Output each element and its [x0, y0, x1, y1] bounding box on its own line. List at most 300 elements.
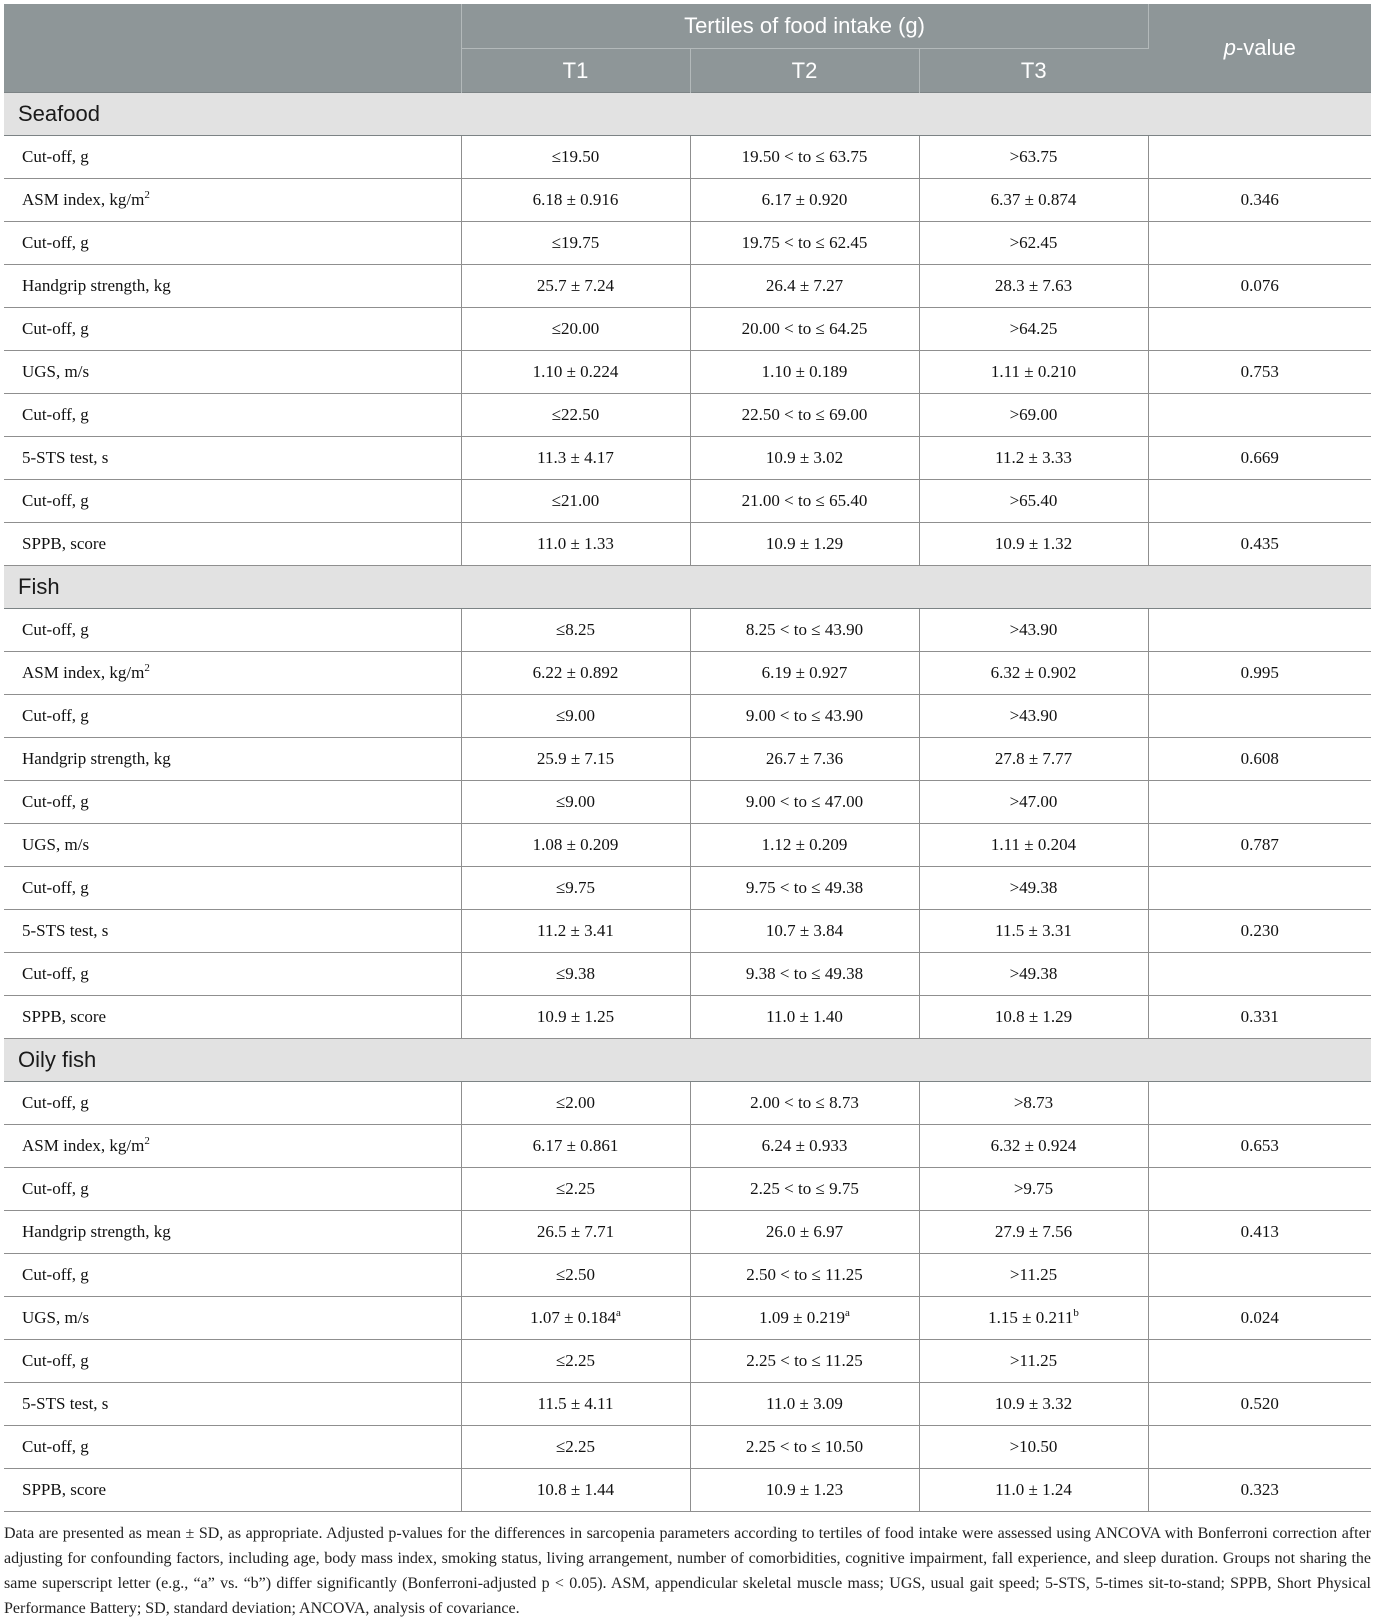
cell-t1-value: 25.9 ± 7.15 — [536, 749, 615, 768]
cell-t3 — [919, 1082, 1148, 1125]
table-container — [4, 4, 1371, 1621]
cell-t1-value: ≤9.75 — [555, 878, 596, 897]
cell-t1 — [461, 1168, 690, 1211]
cell-t3-value: 6.32 ± 0.924 — [990, 1136, 1077, 1155]
cell-t1 — [461, 652, 690, 695]
row-label — [4, 1254, 461, 1297]
table-row — [4, 695, 1371, 738]
cell-t2-value: 6.24 ± 0.933 — [761, 1136, 848, 1155]
cell-t2-value: 2.25 < to ≤ 11.25 — [746, 1351, 863, 1370]
cell-t2-value: 1.10 ± 0.189 — [761, 362, 848, 381]
row-label-text: Cut-off, g — [22, 405, 89, 424]
row-label — [4, 695, 461, 738]
table-row — [4, 824, 1371, 867]
row-label-text: Cut-off, g — [22, 964, 89, 983]
row-label — [4, 265, 461, 308]
cell-t1 — [461, 265, 690, 308]
row-label — [4, 824, 461, 867]
row-label — [4, 1340, 461, 1383]
table-row — [4, 437, 1371, 480]
cell-t1 — [461, 781, 690, 824]
table-row — [4, 480, 1371, 523]
cell-t1 — [461, 1383, 690, 1426]
cell-t1-value: 1.07 ± 0.184 — [530, 1308, 616, 1327]
cell-t2 — [690, 1426, 919, 1469]
cell-t3-value: 28.3 ± 7.63 — [994, 276, 1073, 295]
cell-t3 — [919, 609, 1148, 652]
cell-t2 — [690, 910, 919, 953]
row-label-text: Handgrip strength, kg — [22, 1222, 171, 1241]
cell-t2-value: 19.75 < to ≤ 62.45 — [741, 233, 868, 252]
cell-t1 — [461, 824, 690, 867]
cell-t3-value: >43.90 — [1009, 706, 1058, 725]
cell-t3 — [919, 136, 1148, 179]
cell-t1 — [461, 953, 690, 996]
cell-pvalue: 0.076 — [1148, 265, 1371, 308]
cell-t1 — [461, 1082, 690, 1125]
cell-t1-value: ≤8.25 — [555, 620, 596, 639]
cell-t2-value: 2.25 < to ≤ 10.50 — [745, 1437, 864, 1456]
row-label-superscript: 2 — [144, 662, 150, 674]
row-label-superscript: 2 — [144, 189, 150, 201]
cell-t1 — [461, 609, 690, 652]
row-label-text: Cut-off, g — [22, 1351, 89, 1370]
row-label-text: Cut-off, g — [22, 1437, 89, 1456]
cell-t3 — [919, 1168, 1148, 1211]
cell-t3 — [919, 695, 1148, 738]
table-row — [4, 738, 1371, 781]
table-row — [4, 953, 1371, 996]
cell-t3-value: >63.75 — [1009, 147, 1058, 166]
cell-t3 — [919, 1211, 1148, 1254]
cell-t1-value: 6.22 ± 0.892 — [532, 663, 619, 682]
cell-t2-value: 1.12 ± 0.209 — [761, 835, 848, 854]
cell-t2 — [690, 265, 919, 308]
table-row — [4, 1426, 1371, 1469]
cell-pvalue — [1148, 1082, 1371, 1125]
cell-t3-value: 6.37 ± 0.874 — [990, 190, 1077, 209]
cell-t3-value: 10.8 ± 1.29 — [994, 1007, 1073, 1026]
cell-t1-value: 11.0 ± 1.33 — [537, 534, 614, 553]
table-row — [4, 136, 1371, 179]
row-label-text: Cut-off, g — [22, 878, 89, 897]
cell-t2 — [690, 1168, 919, 1211]
row-label — [4, 1383, 461, 1426]
cell-t1 — [461, 1211, 690, 1254]
cell-pvalue: 0.520 — [1148, 1383, 1371, 1426]
cell-t2-value: 10.9 ± 1.23 — [765, 1480, 844, 1499]
cell-pvalue: 0.323 — [1148, 1469, 1371, 1512]
cell-t1 — [461, 136, 690, 179]
table-row — [4, 179, 1371, 222]
cell-pvalue — [1148, 1168, 1371, 1211]
cell-t2-value: 26.7 ± 7.36 — [765, 749, 844, 768]
cell-t2 — [690, 1383, 919, 1426]
cell-t3 — [919, 1340, 1148, 1383]
row-label — [4, 1125, 461, 1168]
cell-pvalue — [1148, 1426, 1371, 1469]
table-row — [4, 1254, 1371, 1297]
cell-t3-value: >8.73 — [1013, 1093, 1054, 1112]
table-row — [4, 996, 1371, 1039]
row-label — [4, 1469, 461, 1512]
cell-t3-value: 10.9 ± 3.32 — [994, 1394, 1073, 1413]
cell-pvalue — [1148, 222, 1371, 265]
cell-t1-value: ≤9.00 — [555, 792, 596, 811]
header-tertiles-group: Tertiles of food intake (g) — [461, 4, 1148, 49]
table-row — [4, 910, 1371, 953]
cell-t3-value: 1.11 ± 0.210 — [990, 362, 1077, 381]
cell-pvalue: 0.669 — [1148, 437, 1371, 480]
cell-t3 — [919, 523, 1148, 566]
row-label — [4, 351, 461, 394]
cell-pvalue: 0.435 — [1148, 523, 1371, 566]
row-label — [4, 738, 461, 781]
cell-t3-value: 11.5 ± 3.31 — [995, 921, 1072, 940]
cell-pvalue — [1148, 609, 1371, 652]
cell-t1-value: ≤21.00 — [551, 491, 600, 510]
table-row — [4, 308, 1371, 351]
cell-t2-value: 1.09 ± 0.219 — [759, 1308, 845, 1327]
cell-t3 — [919, 222, 1148, 265]
table-row — [4, 265, 1371, 308]
row-label-text: Cut-off, g — [22, 1265, 89, 1284]
header-pvalue — [1148, 4, 1371, 93]
cell-t2-value: 10.9 ± 1.29 — [765, 534, 844, 553]
cell-t1-superscript: a — [615, 1307, 621, 1319]
cell-t2 — [690, 1254, 919, 1297]
cell-t1 — [461, 179, 690, 222]
cell-t2 — [690, 996, 919, 1039]
cell-t3-value: >49.38 — [1009, 964, 1058, 983]
cell-t3-value: >62.45 — [1009, 233, 1058, 252]
row-label-superscript: 2 — [144, 1135, 150, 1147]
cell-t2 — [690, 609, 919, 652]
cell-t2-superscript: a — [844, 1307, 850, 1319]
cell-t3-value: 27.8 ± 7.77 — [994, 749, 1073, 768]
cell-t2-value: 22.50 < to ≤ 69.00 — [741, 405, 868, 424]
cell-t3 — [919, 910, 1148, 953]
cell-t2-value: 2.50 < to ≤ 11.25 — [746, 1265, 863, 1284]
cell-t1 — [461, 480, 690, 523]
row-label-text: Cut-off, g — [22, 620, 89, 639]
cell-t2-value: 11.0 ± 1.40 — [766, 1007, 843, 1026]
cell-t3-value: 11.2 ± 3.33 — [995, 448, 1072, 467]
section-title: Oily fish — [4, 1039, 1371, 1082]
row-label — [4, 1082, 461, 1125]
row-label — [4, 867, 461, 910]
cell-t3-value: 10.9 ± 1.32 — [994, 534, 1073, 553]
cell-t2-value: 21.00 < to ≤ 65.40 — [741, 491, 868, 510]
cell-t1-value: 25.7 ± 7.24 — [536, 276, 615, 295]
row-label — [4, 523, 461, 566]
cell-t3 — [919, 1125, 1148, 1168]
row-label-text: Handgrip strength, kg — [22, 276, 171, 295]
cell-pvalue — [1148, 308, 1371, 351]
row-label — [4, 1168, 461, 1211]
cell-pvalue: 0.787 — [1148, 824, 1371, 867]
cell-t2-value: 11.0 ± 3.09 — [766, 1394, 843, 1413]
row-label-text: UGS, m/s — [22, 362, 90, 381]
header-t3: T3 — [919, 49, 1148, 93]
cell-t3 — [919, 1297, 1148, 1340]
cell-t1-value: 1.08 ± 0.209 — [532, 835, 619, 854]
cell-pvalue: 0.413 — [1148, 1211, 1371, 1254]
cell-pvalue: 0.653 — [1148, 1125, 1371, 1168]
cell-t2 — [690, 523, 919, 566]
cell-pvalue: 0.753 — [1148, 351, 1371, 394]
cell-t1-value: ≤2.25 — [555, 1437, 596, 1456]
table-row — [4, 1211, 1371, 1254]
cell-t1-value: 11.3 ± 4.17 — [537, 448, 614, 467]
row-label — [4, 222, 461, 265]
cell-pvalue — [1148, 953, 1371, 996]
row-label-text: 5-STS test, s — [22, 921, 109, 940]
results-table — [4, 4, 1371, 1512]
cell-t3 — [919, 179, 1148, 222]
cell-pvalue — [1148, 695, 1371, 738]
row-label-text: 5-STS test, s — [22, 448, 109, 467]
row-label-text: Cut-off, g — [22, 147, 89, 166]
row-label-text: Cut-off, g — [22, 706, 89, 725]
cell-t1 — [461, 910, 690, 953]
cell-t3 — [919, 1254, 1148, 1297]
cell-t2 — [690, 480, 919, 523]
row-label-text: Cut-off, g — [22, 1093, 89, 1112]
cell-t2-value: 26.0 ± 6.97 — [765, 1222, 844, 1241]
table-row — [4, 781, 1371, 824]
cell-t3-superscript: b — [1073, 1307, 1079, 1319]
table-row — [4, 867, 1371, 910]
cell-t2 — [690, 738, 919, 781]
row-label — [4, 910, 461, 953]
row-label — [4, 308, 461, 351]
cell-t1-value: ≤9.38 — [555, 964, 596, 983]
cell-pvalue — [1148, 1254, 1371, 1297]
cell-t1-value: 11.2 ± 3.41 — [537, 921, 614, 940]
cell-t1 — [461, 1125, 690, 1168]
cell-t1 — [461, 523, 690, 566]
cell-pvalue: 0.346 — [1148, 179, 1371, 222]
cell-t1 — [461, 1297, 690, 1340]
cell-t3-value: >49.38 — [1009, 878, 1058, 897]
cell-t1-value: 6.18 ± 0.916 — [532, 190, 619, 209]
cell-t3-value: >10.50 — [1009, 1437, 1058, 1456]
cell-t1 — [461, 351, 690, 394]
row-label — [4, 953, 461, 996]
row-label — [4, 781, 461, 824]
table-row — [4, 351, 1371, 394]
cell-t1 — [461, 867, 690, 910]
cell-t3 — [919, 953, 1148, 996]
cell-t3 — [919, 437, 1148, 480]
row-label-text: UGS, m/s — [22, 1308, 90, 1327]
row-label — [4, 480, 461, 523]
row-label-text: Cut-off, g — [22, 319, 89, 338]
cell-pvalue: 0.608 — [1148, 738, 1371, 781]
row-label — [4, 179, 461, 222]
cell-t2-value: 19.50 < to ≤ 63.75 — [741, 147, 868, 166]
cell-t2-value: 9.00 < to ≤ 47.00 — [745, 792, 864, 811]
cell-t2-value: 10.7 ± 3.84 — [765, 921, 844, 940]
cell-t1-value: ≤2.25 — [555, 1179, 596, 1198]
cell-t3-value: 27.9 ± 7.56 — [994, 1222, 1073, 1241]
cell-t3 — [919, 394, 1148, 437]
table-row — [4, 609, 1371, 652]
row-label-text: Cut-off, g — [22, 792, 89, 811]
row-label — [4, 1426, 461, 1469]
cell-t3-value: >64.25 — [1009, 319, 1058, 338]
cell-t2 — [690, 695, 919, 738]
cell-t1-value: ≤19.75 — [551, 233, 600, 252]
cell-t2-value: 9.00 < to ≤ 43.90 — [745, 706, 864, 725]
header-empty-cell — [4, 4, 461, 93]
cell-t1-value: 11.5 ± 4.11 — [537, 1394, 614, 1413]
cell-t1 — [461, 1426, 690, 1469]
section-row — [4, 93, 1371, 136]
cell-t2 — [690, 308, 919, 351]
cell-t1 — [461, 222, 690, 265]
cell-t1-value: 1.10 ± 0.224 — [532, 362, 619, 381]
cell-t2-value: 8.25 < to ≤ 43.90 — [745, 620, 864, 639]
cell-t1 — [461, 996, 690, 1039]
cell-t2 — [690, 824, 919, 867]
cell-t1-value: 10.9 ± 1.25 — [536, 1007, 615, 1026]
table-row — [4, 1469, 1371, 1512]
row-label — [4, 1211, 461, 1254]
section-title: Fish — [4, 566, 1371, 609]
cell-t1-value: ≤9.00 — [555, 706, 596, 725]
cell-pvalue — [1148, 867, 1371, 910]
cell-t2-value: 9.75 < to ≤ 49.38 — [745, 878, 864, 897]
table-row — [4, 523, 1371, 566]
row-label-text: Cut-off, g — [22, 1179, 89, 1198]
cell-t2-value: 2.00 < to ≤ 8.73 — [750, 1093, 859, 1112]
cell-pvalue — [1148, 136, 1371, 179]
cell-t2-value: 6.17 ± 0.920 — [761, 190, 848, 209]
table-footnote: Data are presented as mean ± SD, as appropriate. Adjusted p-values for the differences in sarcopenia parameters according to tertiles of food intake were assessed using ANCOVA with Bonferroni correction after adjusting for confounding factors, including age, body mass index, smoking status, living arrangement, number of comorbidities, cognitive impairment, fall experience, and sleep duration. Groups not sharing the same superscript letter (e.g., “a” vs. “b”) differ significantly (Bonferroni-adjusted p < 0.05). ASM, appendicular skeletal muscle mass; UGS, usual gait speed; 5-STS, 5-times sit-to-stand; SPPB, Short Physical Performance Battery; SD, standard deviation; ANCOVA, analysis of covariance. — [4, 1525, 1371, 1617]
cell-pvalue: 0.024 — [1148, 1297, 1371, 1340]
cell-t1-value: ≤2.00 — [555, 1093, 596, 1112]
table-row — [4, 652, 1371, 695]
table-row — [4, 1297, 1371, 1340]
cell-t3 — [919, 1383, 1148, 1426]
cell-t2 — [690, 953, 919, 996]
table-row — [4, 222, 1371, 265]
cell-t3-value: 6.32 ± 0.902 — [990, 663, 1077, 682]
row-label-text: Handgrip strength, kg — [22, 749, 171, 768]
cell-t2 — [690, 1125, 919, 1168]
cell-t3-value: >43.90 — [1009, 620, 1058, 639]
cell-t2 — [690, 652, 919, 695]
cell-t3 — [919, 1426, 1148, 1469]
cell-t2-value: 9.38 < to ≤ 49.38 — [745, 964, 864, 983]
cell-t3 — [919, 996, 1148, 1039]
cell-t1 — [461, 695, 690, 738]
row-label-text: SPPB, score — [22, 1480, 107, 1499]
cell-t1 — [461, 394, 690, 437]
cell-t1-value: ≤19.50 — [551, 147, 600, 166]
cell-t1-value: ≤20.00 — [551, 319, 600, 338]
section-title: Seafood — [4, 93, 1371, 136]
table-body — [4, 93, 1371, 1512]
section-row — [4, 566, 1371, 609]
cell-t3 — [919, 652, 1148, 695]
cell-t2 — [690, 1340, 919, 1383]
cell-t2-value: 2.25 < to ≤ 9.75 — [750, 1179, 859, 1198]
cell-t1-value: 10.8 ± 1.44 — [536, 1480, 615, 1499]
cell-t2 — [690, 1469, 919, 1512]
row-label-text: SPPB, score — [22, 1007, 107, 1026]
cell-t3 — [919, 824, 1148, 867]
cell-t3-value: 11.0 ± 1.24 — [995, 1480, 1072, 1499]
cell-t3-value: >69.00 — [1009, 405, 1058, 424]
section-row — [4, 1039, 1371, 1082]
table-row — [4, 1168, 1371, 1211]
cell-t1 — [461, 437, 690, 480]
cell-t3-value: >11.25 — [1009, 1351, 1058, 1370]
row-label-text: ASM index, kg/m — [22, 663, 145, 682]
row-label — [4, 136, 461, 179]
cell-t1-value: 26.5 ± 7.71 — [536, 1222, 615, 1241]
cell-t2 — [690, 1297, 919, 1340]
row-label-text: ASM index, kg/m — [22, 190, 145, 209]
cell-t3 — [919, 351, 1148, 394]
cell-t3-value: >65.40 — [1009, 491, 1058, 510]
cell-t3 — [919, 308, 1148, 351]
cell-pvalue — [1148, 781, 1371, 824]
cell-t2-value: 10.9 ± 3.02 — [765, 448, 844, 467]
cell-t3 — [919, 1469, 1148, 1512]
cell-t1-value: ≤2.50 — [555, 1265, 596, 1284]
cell-t1 — [461, 738, 690, 781]
cell-pvalue — [1148, 1340, 1371, 1383]
cell-t1-value: 6.17 ± 0.861 — [532, 1136, 619, 1155]
cell-t2-value: 20.00 < to ≤ 64.25 — [741, 319, 868, 338]
cell-t2-value: 6.19 ± 0.927 — [761, 663, 848, 682]
table-row — [4, 1340, 1371, 1383]
cell-pvalue: 0.230 — [1148, 910, 1371, 953]
cell-t3-value: 1.11 ± 0.204 — [990, 835, 1077, 854]
cell-t3-value: 1.15 ± 0.211 — [988, 1308, 1074, 1327]
cell-pvalue: 0.995 — [1148, 652, 1371, 695]
header-t2: T2 — [690, 49, 919, 93]
cell-t3 — [919, 265, 1148, 308]
cell-t2 — [690, 179, 919, 222]
cell-t2 — [690, 781, 919, 824]
row-label-text: SPPB, score — [22, 534, 107, 553]
cell-t2 — [690, 222, 919, 265]
table-row — [4, 1082, 1371, 1125]
row-label-text: Cut-off, g — [22, 233, 89, 252]
row-label — [4, 609, 461, 652]
cell-t2 — [690, 351, 919, 394]
cell-t1 — [461, 1254, 690, 1297]
cell-t1 — [461, 308, 690, 351]
cell-t2 — [690, 867, 919, 910]
cell-t2 — [690, 1211, 919, 1254]
cell-t2-value: 26.4 ± 7.27 — [765, 276, 844, 295]
table-row — [4, 1125, 1371, 1168]
cell-t3-value: >47.00 — [1009, 792, 1058, 811]
cell-pvalue: 0.331 — [1148, 996, 1371, 1039]
row-label — [4, 996, 461, 1039]
cell-t3-value: >9.75 — [1013, 1179, 1054, 1198]
table-row — [4, 1383, 1371, 1426]
header-t1: T1 — [461, 49, 690, 93]
cell-pvalue — [1148, 480, 1371, 523]
row-label — [4, 652, 461, 695]
